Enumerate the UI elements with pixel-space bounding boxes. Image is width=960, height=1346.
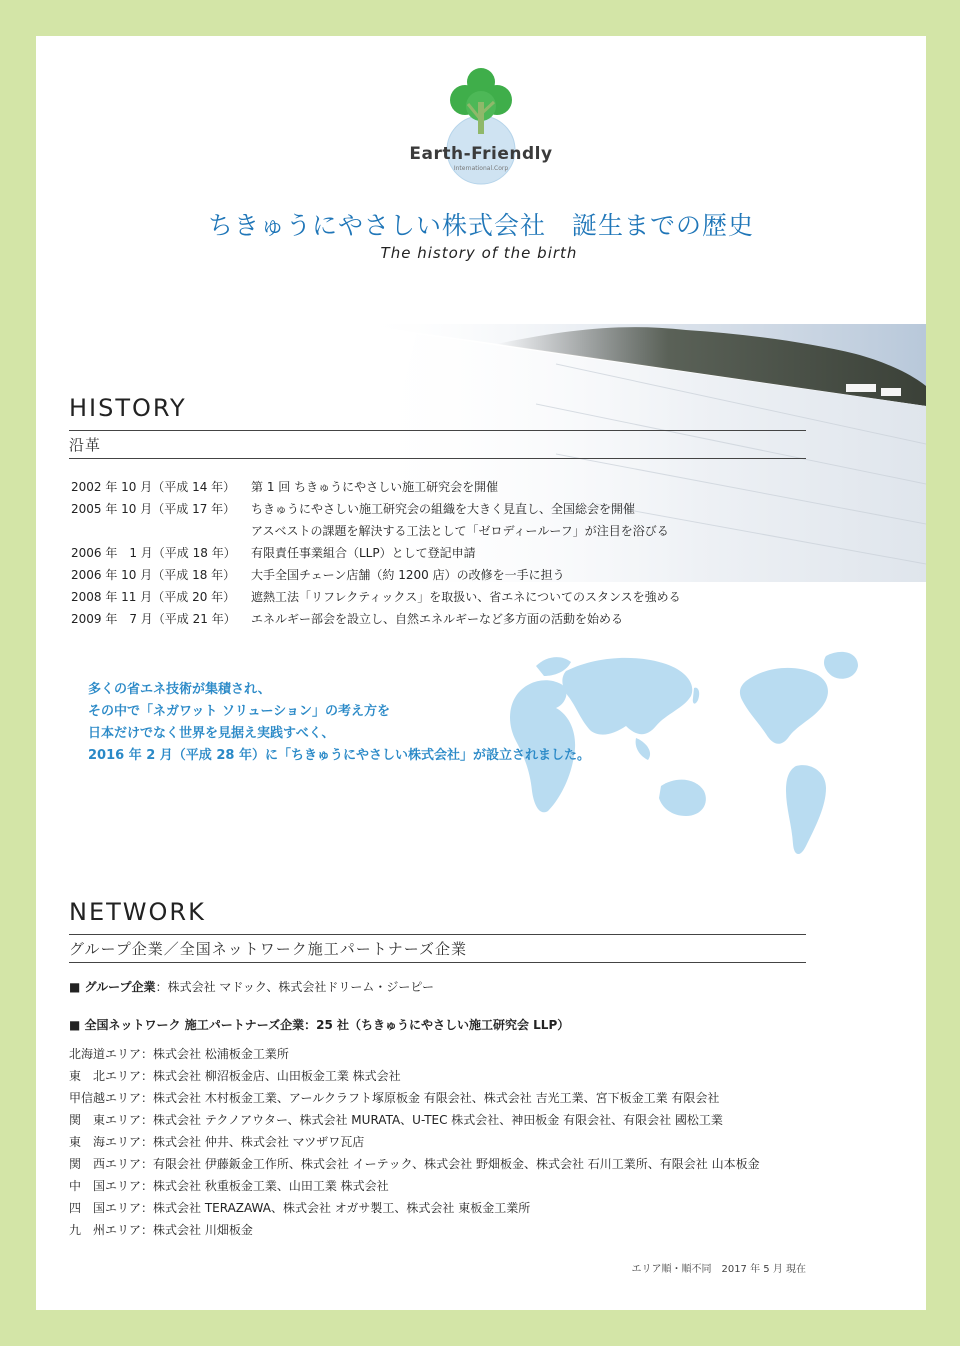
history-date: 2002 年 10 月（平成 14 年）	[71, 480, 236, 494]
history-row	[71, 520, 771, 542]
message-line: 日本だけでなく世界を見据え実践すべく、	[88, 726, 335, 741]
history-row	[71, 564, 771, 586]
history-text: アスベストの課題を解決する工法として「ゼロディールーフ」が注目を浴びる	[251, 524, 669, 538]
earth-friendly-logo	[408, 68, 554, 208]
history-row	[71, 498, 771, 520]
message-line: 2016 年 2 月（平成 28 年）に「ちきゅうにやさしい株式会社」が設立されました。	[88, 748, 590, 763]
group-companies-label: ■ グループ企業	[69, 980, 156, 994]
history-row	[71, 542, 771, 564]
page-title: ちきゅうにやさしい株式会社 誕生までの歴史	[207, 211, 754, 240]
area-row: 甲信越エリア：株式会社 木村板金工業、アールクラフト塚原板金 有限会社、株式会社 吉光工業、宮下板金工業 有限会社	[69, 1091, 720, 1105]
tree-globe-icon	[408, 68, 554, 208]
partners-label: ■ 全国ネットワーク 施工パートナーズ企業：25 社（ちきゅうにやさしい施工研究会 LLP）	[69, 1018, 570, 1032]
network-heading: NETWORK	[69, 898, 206, 926]
network-rule-bottom	[69, 962, 806, 963]
history-text: 有限責任事業組合（LLP）として登記申請	[251, 546, 476, 560]
area-row: 九 州エリア：株式会社 川畑板金	[69, 1223, 253, 1237]
history-row	[71, 586, 771, 608]
history-text: 第 1 回 ちきゅうにやさしい施工研究会を開催	[251, 480, 499, 494]
history-text: ちきゅうにやさしい施工研究会の組織を大きく見直し、全国総会を開催	[251, 502, 636, 516]
history-text: エネルギー部会を設立し、自然エネルギーなど多方面の活動を始める	[251, 612, 624, 626]
history-rule-bottom	[69, 458, 806, 459]
history-heading: HISTORY	[69, 394, 187, 422]
history-date: 2008 年 11 月（平成 20 年）	[71, 590, 236, 604]
area-row: 関 東エリア：株式会社 テクノアウター、株式会社 MURATA、U-TEC 株式会社、神田板金 有限会社、有限会社 國松工業	[69, 1113, 723, 1127]
history-date: 2006 年 10 月（平成 18 年）	[71, 568, 236, 582]
area-row: 四 国エリア：株式会社 TERAZAWA、株式会社 オガサ製工、株式会社 東板金工業所	[69, 1201, 531, 1215]
message-line: その中で「ネガワット ソリューション」の考え方を	[88, 704, 390, 719]
area-row: 関 西エリア：有限会社 伊藤鈑金工作所、株式会社 イーテック、株式会社 野畑板金、株式会社 石川工業所、有限会社 山本板金	[69, 1157, 760, 1171]
history-list	[71, 476, 771, 630]
history-row	[71, 476, 771, 498]
footnote: エリア順・順不同 2017 年 5 月 現在	[631, 1264, 806, 1275]
message-line: 多くの省エネ技術が集積され、	[88, 682, 271, 697]
history-date: 2009 年 7 月（平成 21 年）	[71, 612, 236, 626]
area-row: 東 北エリア：株式会社 柳沼板金店、山田板金工業 株式会社	[69, 1069, 401, 1083]
history-text: 大手全国チェーン店舗（約 1200 店）の改修を一手に担う	[251, 568, 565, 582]
network-subheading: グループ企業／全国ネットワーク施工パートナーズ企業	[69, 940, 468, 958]
logo-subtext: International.Corp	[453, 165, 509, 172]
group-companies-line	[69, 978, 434, 995]
history-date: 2005 年 10 月（平成 17 年）	[71, 502, 236, 516]
network-rule-top	[69, 934, 806, 935]
brochure-page	[36, 36, 926, 1310]
logo-text: Earth-Friendly	[409, 144, 553, 164]
founding-message	[88, 679, 688, 767]
history-date: 2006 年 1 月（平成 18 年）	[71, 546, 236, 560]
area-row: 北海道エリア：株式会社 松浦板金工業所	[69, 1047, 289, 1061]
history-subheading: 沿革	[69, 436, 102, 454]
history-rule-top	[69, 430, 806, 431]
history-text: 遮熱工法「リフレクティックス」を取扱い、省エネについてのスタンスを強める	[251, 590, 681, 604]
area-row: 東 海エリア：株式会社 仲井、株式会社 マツザワ瓦店	[69, 1135, 365, 1149]
partner-area-list	[69, 1043, 829, 1241]
group-companies-text: ：株式会社 マドック、株式会社ドリーム・ジーピー	[155, 980, 434, 994]
area-row: 中 国エリア：株式会社 秋重板金工業、山田工業 株式会社	[69, 1179, 389, 1193]
page-subtitle: The history of the birth	[380, 244, 578, 262]
